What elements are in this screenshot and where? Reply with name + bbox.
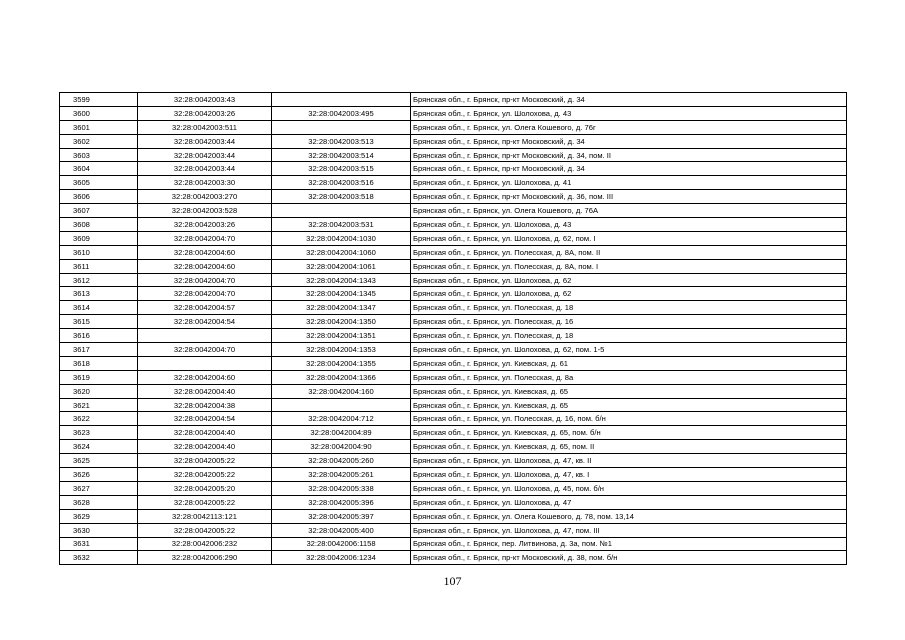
row-number-cell: 3628 [60, 495, 138, 509]
table-body [60, 93, 847, 565]
cadastral-number-cell: 32:28:0042006:290 [138, 551, 272, 565]
row-number-cell: 3613 [60, 287, 138, 301]
cadastral-number-cell: 32:28:0042003:44 [138, 162, 272, 176]
row-number-cell: 3616 [60, 329, 138, 343]
row-number-cell: 3623 [60, 426, 138, 440]
object-cadastral-number-cell: 32:28:0042003:531 [272, 218, 411, 232]
row-number-cell: 3611 [60, 259, 138, 273]
table-row [60, 93, 847, 107]
table-row [60, 370, 847, 384]
address-cell: Брянская обл., г. Брянск, пр-кт Московский, д. 34, пом. II [411, 148, 847, 162]
address-cell: Брянская обл., г. Брянск, ул. Полесская, д. 8А, пом. I [411, 259, 847, 273]
object-cadastral-number-cell: 32:28:0042005:338 [272, 481, 411, 495]
cadastral-number-cell: 32:28:0042005:22 [138, 454, 272, 468]
cadastral-number-cell: 32:28:0042004:60 [138, 370, 272, 384]
row-number-cell: 3630 [60, 523, 138, 537]
address-cell: Брянская обл., г. Брянск, ул. Киевская, д. 65 [411, 384, 847, 398]
table-row [60, 356, 847, 370]
table-row [60, 523, 847, 537]
object-cadastral-number-cell: 32:28:0042005:261 [272, 468, 411, 482]
object-cadastral-number-cell: 32:28:0042005:400 [272, 523, 411, 537]
table-row [60, 329, 847, 343]
table-row [60, 204, 847, 218]
object-cadastral-number-cell: 32:28:0042004:1347 [272, 301, 411, 315]
table-row [60, 273, 847, 287]
object-cadastral-number-cell [272, 204, 411, 218]
table-row [60, 162, 847, 176]
address-cell: Брянская обл., г. Брянск, пер. Литвинова, д. 3а, пом. №1 [411, 537, 847, 551]
cadastral-number-cell: 32:28:0042005:20 [138, 481, 272, 495]
cadastral-number-cell: 32:28:0042003:44 [138, 134, 272, 148]
address-cell: Брянская обл., г. Брянск, ул. Шолохова, д. 45, пом. б/н [411, 481, 847, 495]
cadastral-number-cell: 32:28:0042004:70 [138, 287, 272, 301]
cadastral-number-cell: 32:28:0042003:26 [138, 106, 272, 120]
address-cell: Брянская обл., г. Брянск, ул. Шолохова, д. 47 [411, 495, 847, 509]
cadastral-number-cell: 32:28:0042004:70 [138, 343, 272, 357]
address-cell: Брянская обл., г. Брянск, ул. Шолохова, д. 47, пом. III [411, 523, 847, 537]
address-cell: Брянская обл., г. Брянск, пр-кт Московский, д. 34 [411, 134, 847, 148]
cadastral-number-cell: 32:28:0042003:44 [138, 148, 272, 162]
cadastral-number-cell: 32:28:0042004:70 [138, 273, 272, 287]
row-number-cell: 3610 [60, 245, 138, 259]
object-cadastral-number-cell: 32:28:0042003:515 [272, 162, 411, 176]
row-number-cell: 3626 [60, 468, 138, 482]
object-cadastral-number-cell: 32:28:0042003:518 [272, 190, 411, 204]
address-cell: Брянская обл., г. Брянск, ул. Шолохова, д. 47, кв. I [411, 468, 847, 482]
object-cadastral-number-cell: 32:28:0042004:1353 [272, 343, 411, 357]
object-cadastral-number-cell: 32:28:0042003:514 [272, 148, 411, 162]
table-row [60, 343, 847, 357]
object-cadastral-number-cell: 32:28:0042004:1355 [272, 356, 411, 370]
table-row [60, 468, 847, 482]
address-cell: Брянская обл., г. Брянск, ул. Олега Кошевого, д. 78, пом. 13,14 [411, 509, 847, 523]
object-cadastral-number-cell: 32:28:0042004:1350 [272, 315, 411, 329]
table-row [60, 218, 847, 232]
row-number-cell: 3622 [60, 412, 138, 426]
table-row [60, 495, 847, 509]
address-cell: Брянская обл., г. Брянск, ул. Шолохова, д. 62, пом. I [411, 231, 847, 245]
table-row [60, 231, 847, 245]
object-cadastral-number-cell: 32:28:0042006:1158 [272, 537, 411, 551]
cadastral-number-cell: 32:28:0042004:40 [138, 426, 272, 440]
row-number-cell: 3625 [60, 454, 138, 468]
page-number: 107 [443, 574, 462, 588]
object-cadastral-number-cell: 32:28:0042006:1234 [272, 551, 411, 565]
object-cadastral-number-cell: 32:28:0042004:90 [272, 440, 411, 454]
row-number-cell: 3618 [60, 356, 138, 370]
row-number-cell: 3629 [60, 509, 138, 523]
address-cell: Брянская обл., г. Брянск, ул. Шолохова, д. 43 [411, 106, 847, 120]
row-number-cell: 3606 [60, 190, 138, 204]
table-row [60, 148, 847, 162]
address-cell: Брянская обл., г. Брянск, пр-кт Московский, д. 38, пом. б/н [411, 551, 847, 565]
table-row [60, 398, 847, 412]
table-row [60, 509, 847, 523]
object-cadastral-number-cell: 32:28:0042004:1366 [272, 370, 411, 384]
object-cadastral-number-cell: 32:28:0042003:513 [272, 134, 411, 148]
cadastral-number-cell: 32:28:0042113:121 [138, 509, 272, 523]
row-number-cell: 3599 [60, 93, 138, 107]
cadastral-number-cell: 32:28:0042004:40 [138, 440, 272, 454]
address-cell: Брянская обл., г. Брянск, ул. Киевская, д. 65, пом. б/н [411, 426, 847, 440]
address-cell: Брянская обл., г. Брянск, ул. Шолохова, д. 62, пом. 1-5 [411, 343, 847, 357]
address-cell: Брянская обл., г. Брянск, ул. Полесская, д. 8А, пом. II [411, 245, 847, 259]
table-row [60, 190, 847, 204]
row-number-cell: 3614 [60, 301, 138, 315]
address-cell: Брянская обл., г. Брянск, ул. Шолохова, д. 62 [411, 287, 847, 301]
address-cell: Брянская обл., г. Брянск, пр-кт Московский, д. 34 [411, 162, 847, 176]
table-row [60, 176, 847, 190]
address-cell: Брянская обл., г. Брянск, ул. Олега Кошевого, д. 76А [411, 204, 847, 218]
object-cadastral-number-cell: 32:28:0042004:89 [272, 426, 411, 440]
address-cell: Брянская обл., г. Брянск, ул. Полесская, д. 16, пом. б/н [411, 412, 847, 426]
table-row [60, 454, 847, 468]
table-row [60, 287, 847, 301]
table-row [60, 384, 847, 398]
table-row [60, 245, 847, 259]
row-number-cell: 3619 [60, 370, 138, 384]
table-row [60, 551, 847, 565]
property-table [59, 92, 847, 565]
cadastral-number-cell: 32:28:0042005:22 [138, 523, 272, 537]
row-number-cell: 3607 [60, 204, 138, 218]
cadastral-number-cell: 32:28:0042006:232 [138, 537, 272, 551]
row-number-cell: 3605 [60, 176, 138, 190]
cadastral-number-cell [138, 356, 272, 370]
cadastral-number-cell: 32:28:0042003:30 [138, 176, 272, 190]
row-number-cell: 3603 [60, 148, 138, 162]
address-cell: Брянская обл., г. Брянск, ул. Киевская, д. 61 [411, 356, 847, 370]
address-cell: Брянская обл., г. Брянск, ул. Полесская, д. 8а [411, 370, 847, 384]
address-cell: Брянская обл., г. Брянск, пр-кт Московский, д. 36, пом. III [411, 190, 847, 204]
address-cell: Брянская обл., г. Брянск, ул. Киевская, д. 65 [411, 398, 847, 412]
object-cadastral-number-cell: 32:28:0042004:1343 [272, 273, 411, 287]
object-cadastral-number-cell: 32:28:0042005:396 [272, 495, 411, 509]
address-cell: Брянская обл., г. Брянск, ул. Шолохова, д. 47, кв. II [411, 454, 847, 468]
cadastral-number-cell: 32:28:0042004:40 [138, 384, 272, 398]
cadastral-number-cell: 32:28:0042003:270 [138, 190, 272, 204]
address-cell: Брянская обл., г. Брянск, ул. Шолохова, д. 41 [411, 176, 847, 190]
address-cell: Брянская обл., г. Брянск, ул. Киевская, д. 65, пом. II [411, 440, 847, 454]
address-cell: Брянская обл., г. Брянск, ул. Полесская, д. 18 [411, 329, 847, 343]
object-cadastral-number-cell: 32:28:0042005:397 [272, 509, 411, 523]
cadastral-number-cell: 32:28:0042003:528 [138, 204, 272, 218]
object-cadastral-number-cell: 32:28:0042003:495 [272, 106, 411, 120]
table-row [60, 315, 847, 329]
row-number-cell: 3601 [60, 120, 138, 134]
cadastral-number-cell: 32:28:0042004:70 [138, 231, 272, 245]
object-cadastral-number-cell [272, 398, 411, 412]
row-number-cell: 3608 [60, 218, 138, 232]
address-cell: Брянская обл., г. Брянск, ул. Полесская, д. 18 [411, 301, 847, 315]
row-number-cell: 3631 [60, 537, 138, 551]
table-row [60, 301, 847, 315]
table-row [60, 537, 847, 551]
table-row [60, 259, 847, 273]
cadastral-number-cell: 32:28:0042004:54 [138, 412, 272, 426]
table-row [60, 134, 847, 148]
cadastral-number-cell: 32:28:0042004:60 [138, 245, 272, 259]
cadastral-number-cell: 32:28:0042003:43 [138, 93, 272, 107]
object-cadastral-number-cell: 32:28:0042004:1345 [272, 287, 411, 301]
row-number-cell: 3632 [60, 551, 138, 565]
address-cell: Брянская обл., г. Брянск, ул. Олега Кошевого, д. 76г [411, 120, 847, 134]
table-row [60, 440, 847, 454]
object-cadastral-number-cell: 32:28:0042004:160 [272, 384, 411, 398]
cadastral-number-cell: 32:28:0042004:54 [138, 315, 272, 329]
row-number-cell: 3627 [60, 481, 138, 495]
table-row [60, 426, 847, 440]
object-cadastral-number-cell [272, 93, 411, 107]
object-cadastral-number-cell: 32:28:0042004:1061 [272, 259, 411, 273]
address-cell: Брянская обл., г. Брянск, ул. Шолохова, д. 62 [411, 273, 847, 287]
table-row [60, 481, 847, 495]
table-row [60, 106, 847, 120]
cadastral-number-cell: 32:28:0042004:60 [138, 259, 272, 273]
cadastral-number-cell: 32:28:0042004:38 [138, 398, 272, 412]
row-number-cell: 3609 [60, 231, 138, 245]
cadastral-number-cell [138, 329, 272, 343]
cadastral-number-cell: 32:28:0042005:22 [138, 468, 272, 482]
cadastral-number-cell: 32:28:0042003:511 [138, 120, 272, 134]
object-cadastral-number-cell: 32:28:0042004:712 [272, 412, 411, 426]
row-number-cell: 3604 [60, 162, 138, 176]
table-row [60, 412, 847, 426]
address-cell: Брянская обл., г. Брянск, пр-кт Московский, д. 34 [411, 93, 847, 107]
row-number-cell: 3620 [60, 384, 138, 398]
row-number-cell: 3615 [60, 315, 138, 329]
object-cadastral-number-cell: 32:28:0042004:1351 [272, 329, 411, 343]
row-number-cell: 3621 [60, 398, 138, 412]
row-number-cell: 3624 [60, 440, 138, 454]
row-number-cell: 3612 [60, 273, 138, 287]
object-cadastral-number-cell [272, 120, 411, 134]
object-cadastral-number-cell: 32:28:0042003:516 [272, 176, 411, 190]
object-cadastral-number-cell: 32:28:0042005:260 [272, 454, 411, 468]
address-cell: Брянская обл., г. Брянск, ул. Шолохова, д. 43 [411, 218, 847, 232]
cadastral-number-cell: 32:28:0042003:26 [138, 218, 272, 232]
object-cadastral-number-cell: 32:28:0042004:1060 [272, 245, 411, 259]
address-cell: Брянская обл., г. Брянск, ул. Полесская, д. 16 [411, 315, 847, 329]
cadastral-number-cell: 32:28:0042004:57 [138, 301, 272, 315]
row-number-cell: 3602 [60, 134, 138, 148]
table-row [60, 120, 847, 134]
row-number-cell: 3617 [60, 343, 138, 357]
object-cadastral-number-cell: 32:28:0042004:1030 [272, 231, 411, 245]
cadastral-number-cell: 32:28:0042005:22 [138, 495, 272, 509]
row-number-cell: 3600 [60, 106, 138, 120]
